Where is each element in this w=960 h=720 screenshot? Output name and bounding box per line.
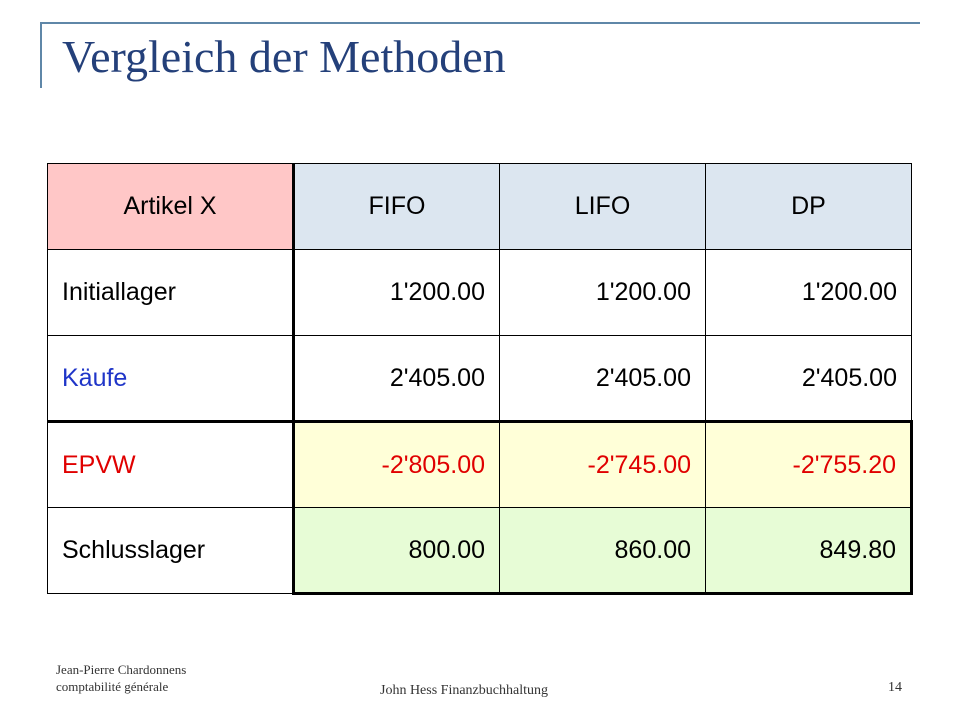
table-row-initiallager — [48, 250, 912, 336]
table-row-epvw — [48, 422, 912, 508]
cell-lifo: 860.00 — [500, 508, 706, 594]
cell-dp: 849.80 — [706, 508, 912, 594]
table-row-schlusslager — [48, 508, 912, 594]
footer-author-subject: comptabilité générale — [56, 679, 169, 694]
table-row-kaeufe — [48, 336, 912, 422]
decorative-horizontal-line — [40, 22, 920, 24]
footer-author — [56, 661, 186, 695]
row-label: Schlusslager — [48, 508, 294, 594]
comparison-table — [47, 163, 913, 595]
row-label: EPVW — [48, 422, 294, 508]
cell-dp: 2'405.00 — [706, 336, 912, 422]
cell-fifo: 1'200.00 — [294, 250, 500, 336]
footer-course: John Hess Finanzbuchhaltung — [380, 683, 548, 698]
cell-fifo: 2'405.00 — [294, 336, 500, 422]
cell-lifo: 2'405.00 — [500, 336, 706, 422]
header-dp: DP — [706, 164, 912, 250]
page-number: 14 — [888, 680, 902, 695]
cell-lifo: 1'200.00 — [500, 250, 706, 336]
cell-dp: 1'200.00 — [706, 250, 912, 336]
header-lifo: LIFO — [500, 164, 706, 250]
footer-author-name: Jean-Pierre Chardonnens — [56, 662, 187, 677]
row-label: Initiallager — [48, 250, 294, 336]
cell-fifo: 800.00 — [294, 508, 500, 594]
header-fifo: FIFO — [294, 164, 500, 250]
cell-dp: -2'755.20 — [706, 422, 912, 508]
decorative-vertical-line — [40, 22, 42, 88]
row-label: Käufe — [48, 336, 294, 422]
table-header-row — [48, 164, 912, 250]
slide-title: Vergleich der Methoden — [62, 31, 506, 82]
cell-lifo: -2'745.00 — [500, 422, 706, 508]
cell-fifo: -2'805.00 — [294, 422, 500, 508]
header-artikel: Artikel X — [48, 164, 294, 250]
